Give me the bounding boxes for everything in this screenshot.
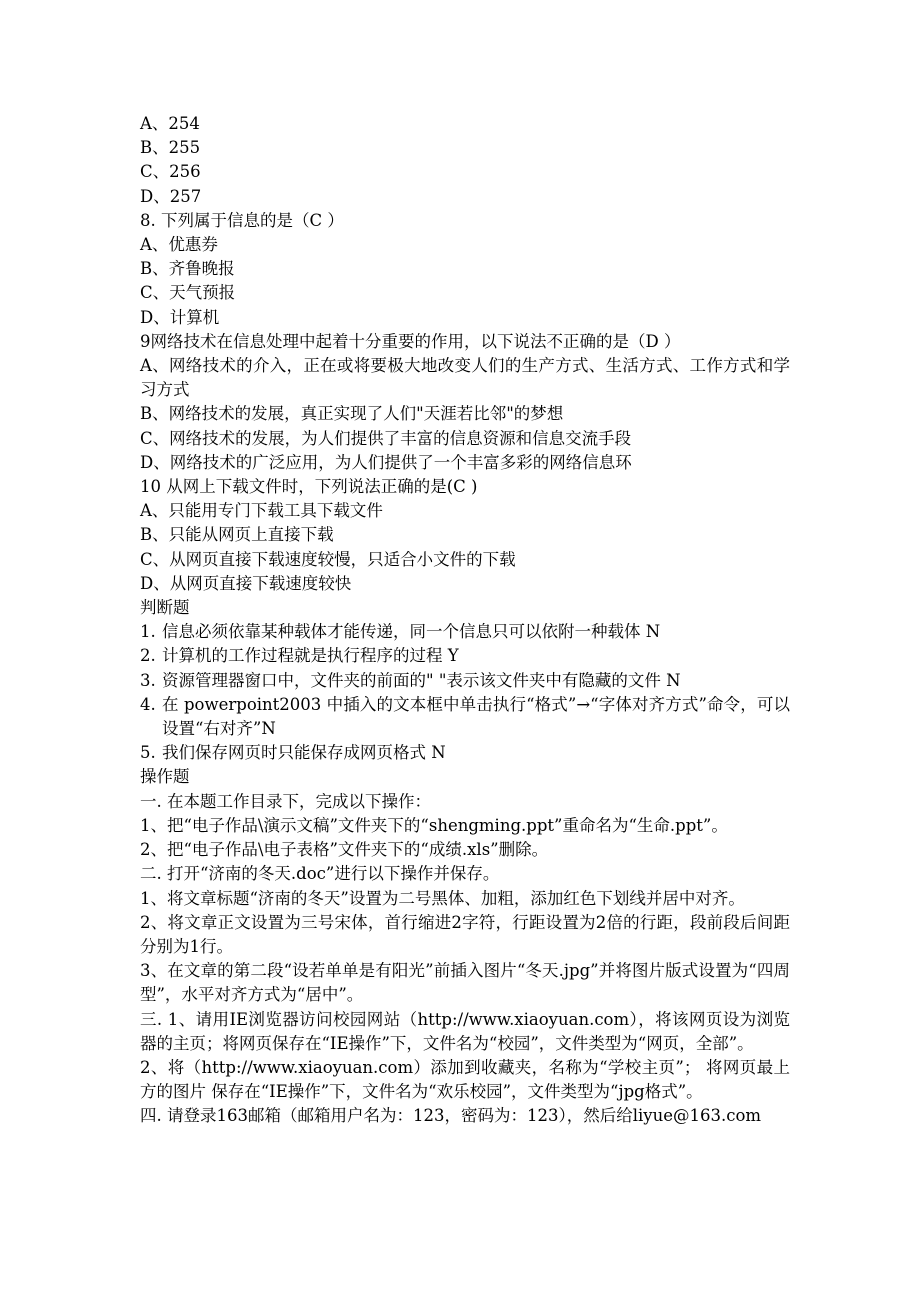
judge-item bbox=[140, 669, 790, 693]
q9-option-c: C、网络技术的发展，为人们提供了丰富的信息资源和信息交流手段 bbox=[140, 428, 632, 448]
judge-section-title: 判断题 bbox=[140, 598, 190, 618]
q10-option-a: A、只能用专门下载工具下载文件 bbox=[140, 501, 383, 521]
q10-option-b: B、只能从网页上直接下载 bbox=[140, 525, 334, 545]
judge-item bbox=[140, 741, 790, 765]
q10-option-d: D、从网页直接下载速度较快 bbox=[140, 573, 352, 593]
judge-item bbox=[140, 693, 790, 741]
q10-option-c: C、从网页直接下载速度较慢，只适合小文件的下载 bbox=[140, 549, 516, 569]
q8-option-a: A、优惠券 bbox=[140, 235, 218, 255]
q8-option-b: B、齐鲁晚报 bbox=[140, 259, 235, 279]
q8-option-c: C、天气预报 bbox=[140, 283, 236, 303]
judge-item-number: 1. bbox=[140, 622, 156, 642]
ops-s2-item: 1、将文章标题“济南的冬天”设置为二号黑体、加粗，添加红色下划线并居中对齐。 bbox=[140, 888, 745, 908]
q9-option-d: D、网络技术的广泛应用，为人们提供了一个丰富多彩的网络信息环 bbox=[140, 452, 632, 472]
ops-s2-item: 3、在文章的第二段“设若单单是有阳光”前插入图片“冬天.jpg”并将图片版式设置为“四周型”，水平对齐方式为“居中”。 bbox=[140, 961, 790, 1005]
q7-option-a: A、254 bbox=[140, 114, 200, 133]
ops-s3-item: 2、将（http://www.xiaoyuan.com）添加到收藏夹，名称为“学校主页”； 将网页最上方的图片 保存在“IE操作”下，文件名为“欢乐校园”，文件类型为“jpg格式”。 bbox=[140, 1057, 790, 1102]
q8-option-d: D、计算机 bbox=[140, 307, 220, 327]
q8-stem: 8. 下列属于信息的是（C ） bbox=[140, 210, 344, 230]
ops-s4-heading: 四. 请登录163邮箱（邮箱用户名为：123，密码为：123），然后给liyue@163.com bbox=[140, 1106, 762, 1126]
q10-stem: 10 从网上下载文件时，下列说法正确的是(C ) bbox=[140, 477, 478, 497]
ops-s1-heading: 一. 在本题工作目录下，完成以下操作： bbox=[140, 791, 431, 811]
q7-option-b: B、255 bbox=[140, 138, 201, 158]
q9-stem: 9网络技术在信息处理中起着十分重要的作用，以下说法不正确的是（D ） bbox=[140, 331, 681, 351]
ops-s3-item: 三. 1、请用IE浏览器访问校园网站（http://www.xiaoyuan.com），将该网页设为浏览器的主页；将网页保存在“IE操作”下，文件名为“校园”，文件类型为“网页，全部”。 bbox=[140, 1009, 790, 1053]
judge-item-text: 资源管理器窗口中，文件夹的前面的" "表示该文件夹中有隐藏的文件 N bbox=[162, 670, 681, 690]
judge-item-number: 3. bbox=[140, 670, 156, 690]
judge-item-number: 5. bbox=[140, 743, 156, 763]
ops-section-title: 操作题 bbox=[140, 767, 190, 787]
ops-s2-heading: 二. 打开“济南的冬天.doc”进行以下操作并保存。 bbox=[140, 864, 500, 884]
judge-item bbox=[140, 620, 790, 644]
judge-item-text: 信息必须依靠某种载体才能传递，同一个信息只可以依附一种载体 N bbox=[162, 622, 661, 642]
judge-item-number: 4. bbox=[140, 694, 156, 714]
q9-option-b: B、网络技术的发展，真正实现了人们"天涯若比邻"的梦想 bbox=[140, 404, 564, 424]
judge-item-text: 我们保存网页时只能保存成网页格式 N bbox=[162, 743, 446, 763]
ops-s1-item: 2、把“电子作品\电子表格”文件夹下的“成绩.xls”删除。 bbox=[140, 840, 549, 860]
q7-option-c: C、256 bbox=[140, 162, 201, 182]
q7-option-d: D、257 bbox=[140, 186, 202, 206]
judge-item-text: 在 powerpoint2003 中插入的文本框中单击执行“格式”→“字体对齐方式”命令，可以设置“右对齐”N bbox=[162, 694, 790, 739]
q9-option-a: A、网络技术的介入，正在或将要极大地改变人们的生产方式、生活方式、工作方式和学习方式 bbox=[140, 356, 790, 400]
judge-item-text: 计算机的工作过程就是执行程序的过程 Y bbox=[162, 646, 459, 666]
judge-item-number: 2. bbox=[140, 646, 156, 666]
ops-s1-item: 1、把“电子作品\演示文稿”文件夹下的“shengming.ppt”重命名为“生命.ppt”。 bbox=[140, 815, 728, 835]
document-page bbox=[140, 112, 790, 1129]
judge-item bbox=[140, 644, 790, 668]
ops-s2-item: 2、将文章正文设置为三号宋体，首行缩进2字符，行距设置为2倍的行距，段前段后间距分别为1行。 bbox=[140, 912, 790, 956]
